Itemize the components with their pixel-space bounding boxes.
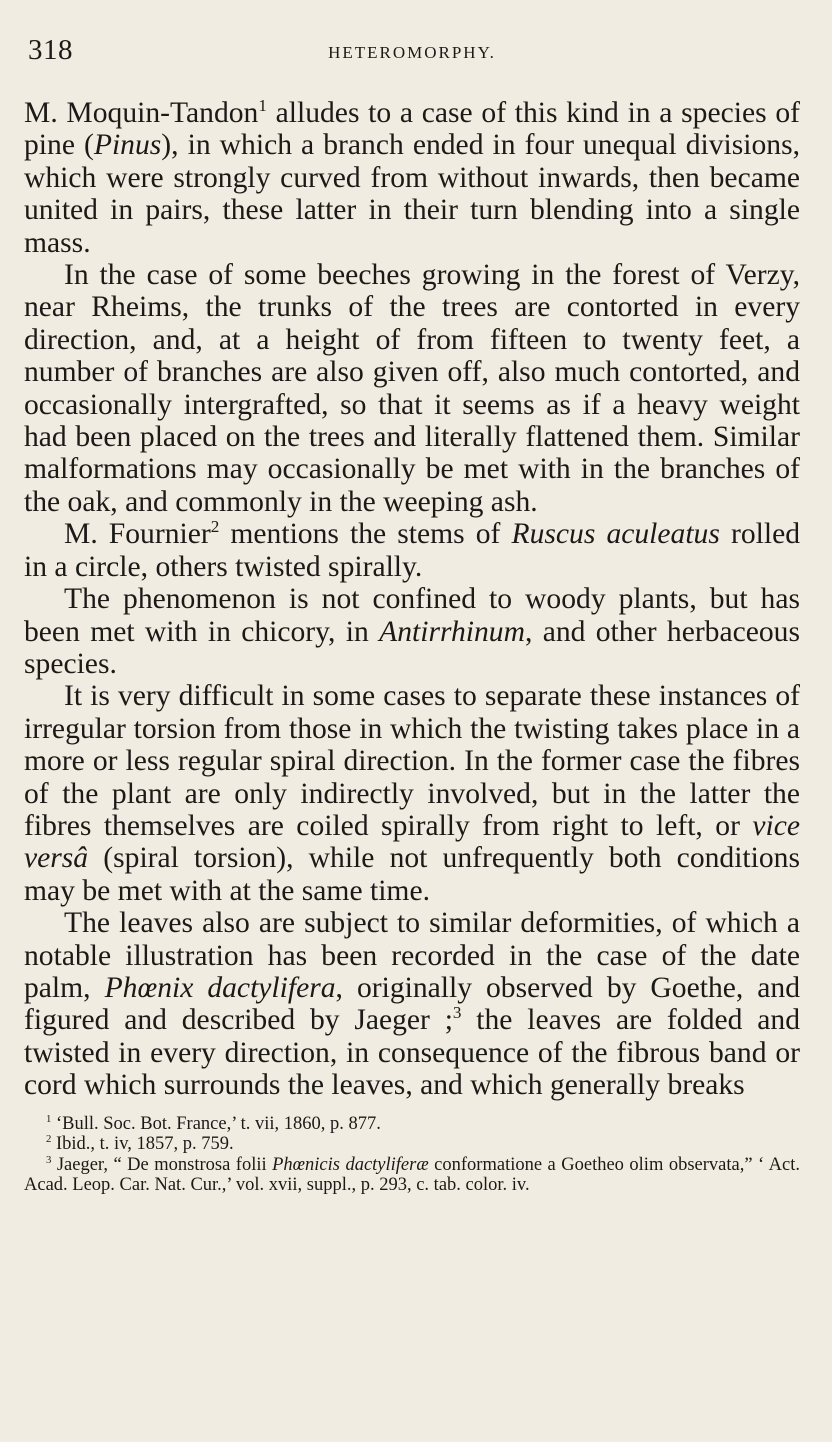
footnote: $^2$ Ibid., t. iv, 1857, p. 759. xyxy=(46,1132,234,1155)
footnote-marker: 1 xyxy=(46,1112,52,1125)
paragraph: The phenomenon is not confined to woody plants, but has been met with in chicory, in Antirrhinum, and other herbaceous species. xyxy=(24,583,800,680)
paragraph: M. Fournier$^2$ mentions the stems of Ruscus aculeatus rolled in a circle, others twisted spirally. xyxy=(24,517,800,583)
running-title: HETEROMORPHY. xyxy=(328,43,496,62)
footnote-ref: 3 xyxy=(452,1003,462,1023)
page-header xyxy=(24,34,800,74)
paragraph: M. Moquin-Tandon$^1$ alludes to a case of this kind in a species of pine (Pinus), in which a branch ended in four unequal divisions, which were strongly curved from without inwards, then became united in pairs, these latter in their turn blending into a single mass. xyxy=(24,96,800,259)
footnote-ref: 1 xyxy=(258,96,267,116)
footnote: $^3$ Jaeger, “ De monstrosa folii Phœnicis dactyliferæ conformatione a Goetheo olim observata,” ‘ Act. Acad. Leop. Car. Nat. Cur.,’ vol. xvii, suppl., p. 293, c. tab. color. iv. xyxy=(24,1153,801,1196)
paragraph: In the case of some beeches growing in the forest of Verzy, near Rheims, the trunks of the trees are contorted in every direction, and, at a height of from fifteen to twenty feet, a number of branches are also given off, also much contorted, and occasionally intergrafted, so that it seems as if a heavy weight had been placed on the trees and literally flattened them. Similar malformations may occasionally be met with in the branches of the oak, and commonly in the weeping ash. xyxy=(24,259,800,518)
page-number: 318 xyxy=(28,34,73,66)
body-text xyxy=(24,97,800,1102)
paragraph: The leaves also are subject to similar deformities, of which a notable illustration has been recorded in the case of the date palm, Phœnix dactylifera, originally observed by Goethe, and figured and described by Jaeger ;$^3$ the leaves are folded and twisted in every direction, in consequence of the fibrous band or cord which surrounds the leaves, and which generally breaks xyxy=(24,907,800,1102)
footnote-marker: 2 xyxy=(46,1132,52,1145)
footnotes xyxy=(24,1114,800,1196)
footnote: $^1$ ‘Bull. Soc. Bot. France,’ t. vii, 1860, p. 877. xyxy=(46,1112,381,1134)
footnote-marker: 3 xyxy=(46,1153,52,1166)
paragraph: It is very difficult in some cases to separate these instances of irregular torsion from those in which the twisting takes place in a more or less regular spiral direction. In the former case the fibres of the plant are only indirectly involved, but in the latter the fibres themselves are coiled spirally from right to left, or vice versâ (spiral torsion), while not unfrequently both conditions may be met with at the same time. xyxy=(24,680,800,907)
footnote-ref: 2 xyxy=(210,517,220,537)
